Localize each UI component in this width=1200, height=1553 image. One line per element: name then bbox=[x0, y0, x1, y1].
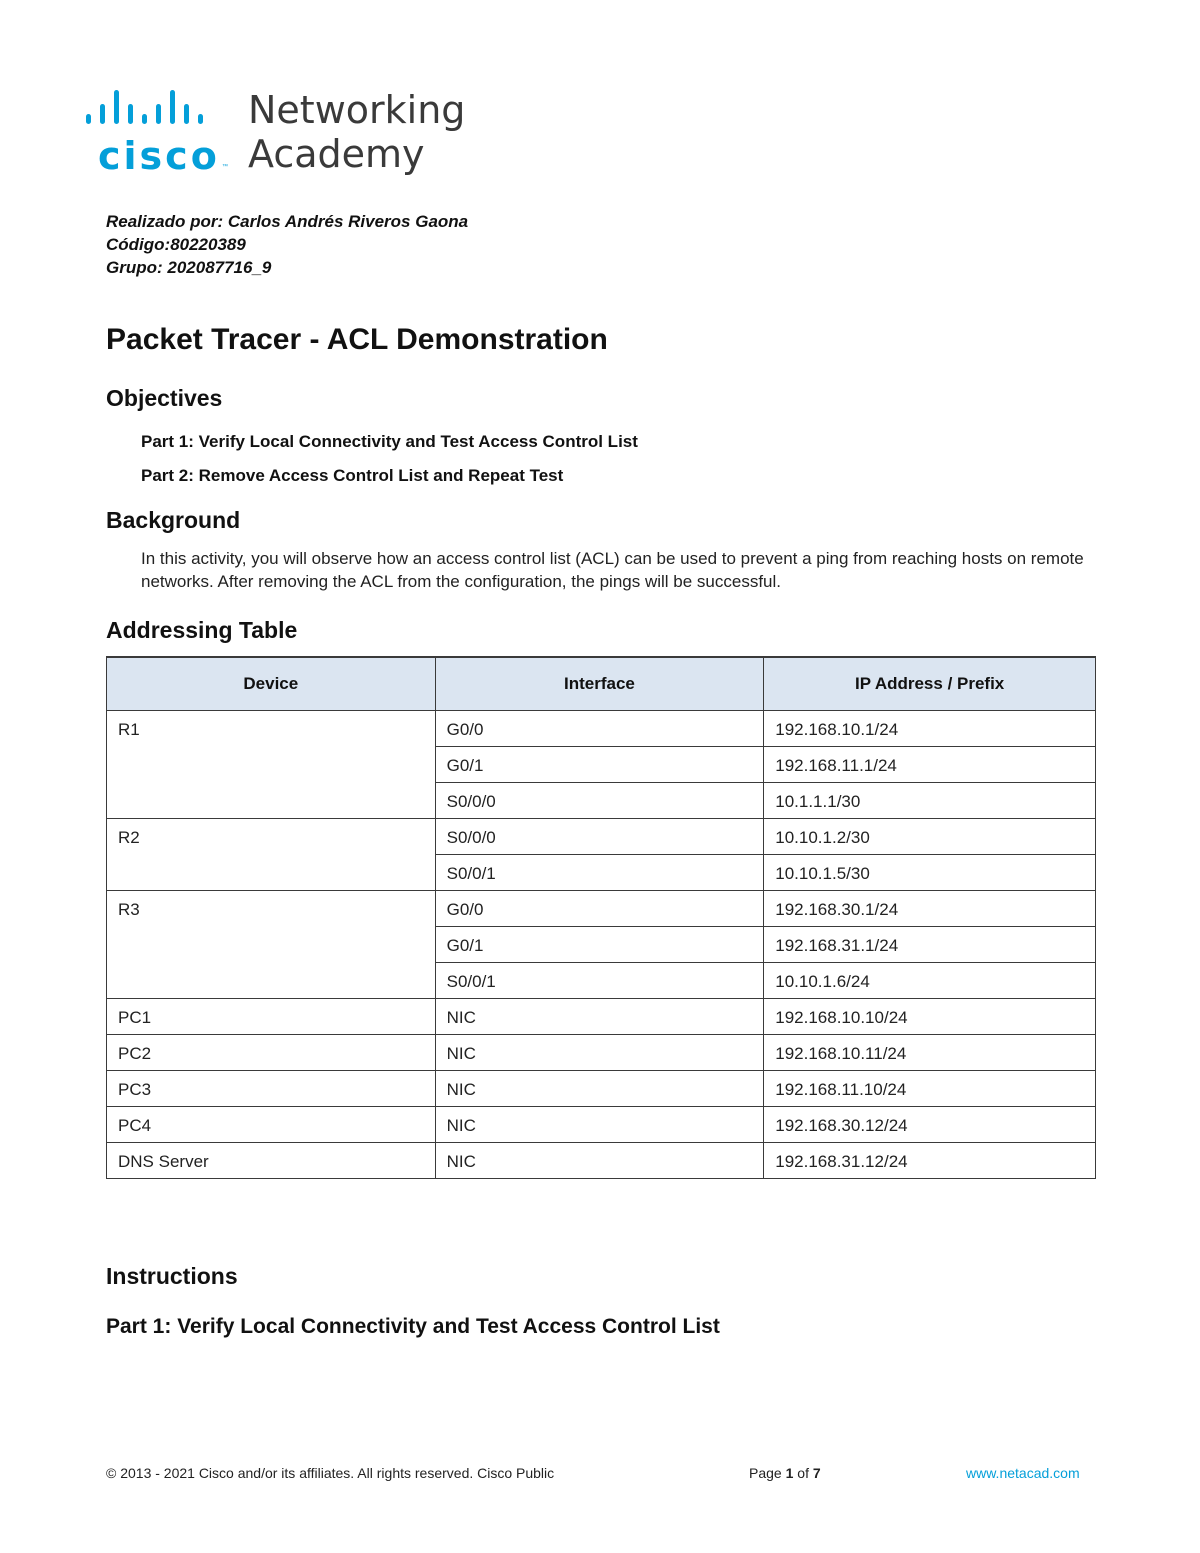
trademark-symbol: ™ bbox=[222, 164, 228, 170]
cell-ip-address: 192.168.11.1/24 bbox=[764, 747, 1096, 783]
table-row bbox=[107, 1071, 1096, 1107]
background-heading: Background bbox=[106, 507, 241, 533]
table-row bbox=[107, 1035, 1096, 1071]
cell-interface: S0/0/1 bbox=[435, 963, 764, 999]
cisco-networking-academy-logo bbox=[86, 88, 466, 180]
addressing-table-heading: Addressing Table bbox=[106, 617, 298, 643]
cisco-bars-icon bbox=[86, 88, 236, 132]
cell-device: R3 bbox=[107, 891, 436, 999]
cell-interface: G0/1 bbox=[435, 927, 764, 963]
cell-ip-address: 10.10.1.2/30 bbox=[764, 819, 1096, 855]
cell-device: R2 bbox=[107, 819, 436, 891]
objectives-list bbox=[141, 425, 638, 493]
cell-device: PC1 bbox=[107, 999, 436, 1035]
author-group: Grupo: 202087716_9 bbox=[106, 258, 272, 277]
table-header-row bbox=[107, 657, 1096, 711]
logo-line-networking: Networking bbox=[248, 88, 466, 132]
table-row bbox=[107, 819, 1096, 855]
cell-interface: S0/0/0 bbox=[435, 819, 764, 855]
cell-interface: NIC bbox=[435, 1107, 764, 1143]
footer-copyright: © 2013 - 2021 Cisco and/or its affiliates. All rights reserved. Cisco Public bbox=[106, 1465, 555, 1481]
objective-item: Part 2: Remove Access Control List and Repeat Test bbox=[141, 466, 564, 485]
cell-device: R1 bbox=[107, 711, 436, 819]
cell-device: PC3 bbox=[107, 1071, 436, 1107]
background-paragraph: In this activity, you will observe how an access control list (ACL) can be used to prevent a ping from reaching hosts on remote networks. After removing the ACL from the configuration, the pings will be successful. bbox=[141, 549, 1084, 591]
table-body bbox=[107, 711, 1096, 1179]
cell-interface: NIC bbox=[435, 1071, 764, 1107]
cell-interface: NIC bbox=[435, 1143, 764, 1179]
cell-interface: G0/1 bbox=[435, 747, 764, 783]
page-of: of bbox=[797, 1465, 809, 1481]
footer-page-number bbox=[749, 1465, 821, 1481]
cell-device: PC2 bbox=[107, 1035, 436, 1071]
cisco-wordmark: cisco bbox=[98, 134, 220, 178]
cell-interface: NIC bbox=[435, 999, 764, 1035]
logo-text bbox=[248, 88, 465, 176]
addressing-table bbox=[106, 656, 1096, 1179]
page-total: 7 bbox=[812, 1465, 821, 1481]
cell-ip-address: 192.168.10.10/24 bbox=[764, 999, 1096, 1035]
cell-ip-address: 192.168.30.1/24 bbox=[764, 891, 1096, 927]
cell-ip-address: 192.168.31.12/24 bbox=[764, 1143, 1096, 1179]
footer-url-link[interactable]: www.netacad.com bbox=[966, 1465, 1080, 1481]
objective-item: Part 1: Verify Local Connectivity and Test Access Control List bbox=[141, 432, 638, 451]
objectives-heading: Objectives bbox=[106, 385, 223, 411]
column-header-ip-address: IP Address / Prefix bbox=[764, 657, 1096, 711]
cell-ip-address: 192.168.31.1/24 bbox=[764, 927, 1096, 963]
page-title: Packet Tracer - ACL Demonstration bbox=[106, 323, 608, 356]
table-row bbox=[107, 711, 1096, 747]
cell-device: PC4 bbox=[107, 1107, 436, 1143]
cell-interface: NIC bbox=[435, 1035, 764, 1071]
table-row bbox=[107, 1143, 1096, 1179]
cell-interface: G0/0 bbox=[435, 711, 764, 747]
instructions-heading: Instructions bbox=[106, 1263, 238, 1289]
table-row bbox=[107, 1107, 1096, 1143]
author-info bbox=[106, 210, 468, 279]
table-row bbox=[107, 891, 1096, 927]
cell-device: DNS Server bbox=[107, 1143, 436, 1179]
table-row bbox=[107, 999, 1096, 1035]
cisco-logo bbox=[86, 88, 236, 180]
column-header-interface: Interface bbox=[435, 657, 764, 711]
cell-interface: G0/0 bbox=[435, 891, 764, 927]
cell-interface: S0/0/0 bbox=[435, 783, 764, 819]
part1-heading: Part 1: Verify Local Connectivity and Test Access Control List bbox=[106, 1315, 720, 1338]
cell-ip-address: 10.10.1.5/30 bbox=[764, 855, 1096, 891]
cell-ip-address: 10.1.1.1/30 bbox=[764, 783, 1096, 819]
cell-ip-address: 192.168.30.12/24 bbox=[764, 1107, 1096, 1143]
cell-interface: S0/0/1 bbox=[435, 855, 764, 891]
cell-ip-address: 192.168.10.11/24 bbox=[764, 1035, 1096, 1071]
column-header-device: Device bbox=[107, 657, 436, 711]
author-name: Realizado por: Carlos Andrés Riveros Gaona bbox=[106, 212, 469, 231]
cell-ip-address: 10.10.1.6/24 bbox=[764, 963, 1096, 999]
page-current: 1 bbox=[785, 1465, 794, 1481]
author-code: Código:80220389 bbox=[106, 235, 246, 254]
logo-line-academy: Academy bbox=[248, 132, 425, 176]
cell-ip-address: 192.168.11.10/24 bbox=[764, 1071, 1096, 1107]
page-label: Page bbox=[749, 1465, 782, 1481]
cell-ip-address: 192.168.10.1/24 bbox=[764, 711, 1096, 747]
